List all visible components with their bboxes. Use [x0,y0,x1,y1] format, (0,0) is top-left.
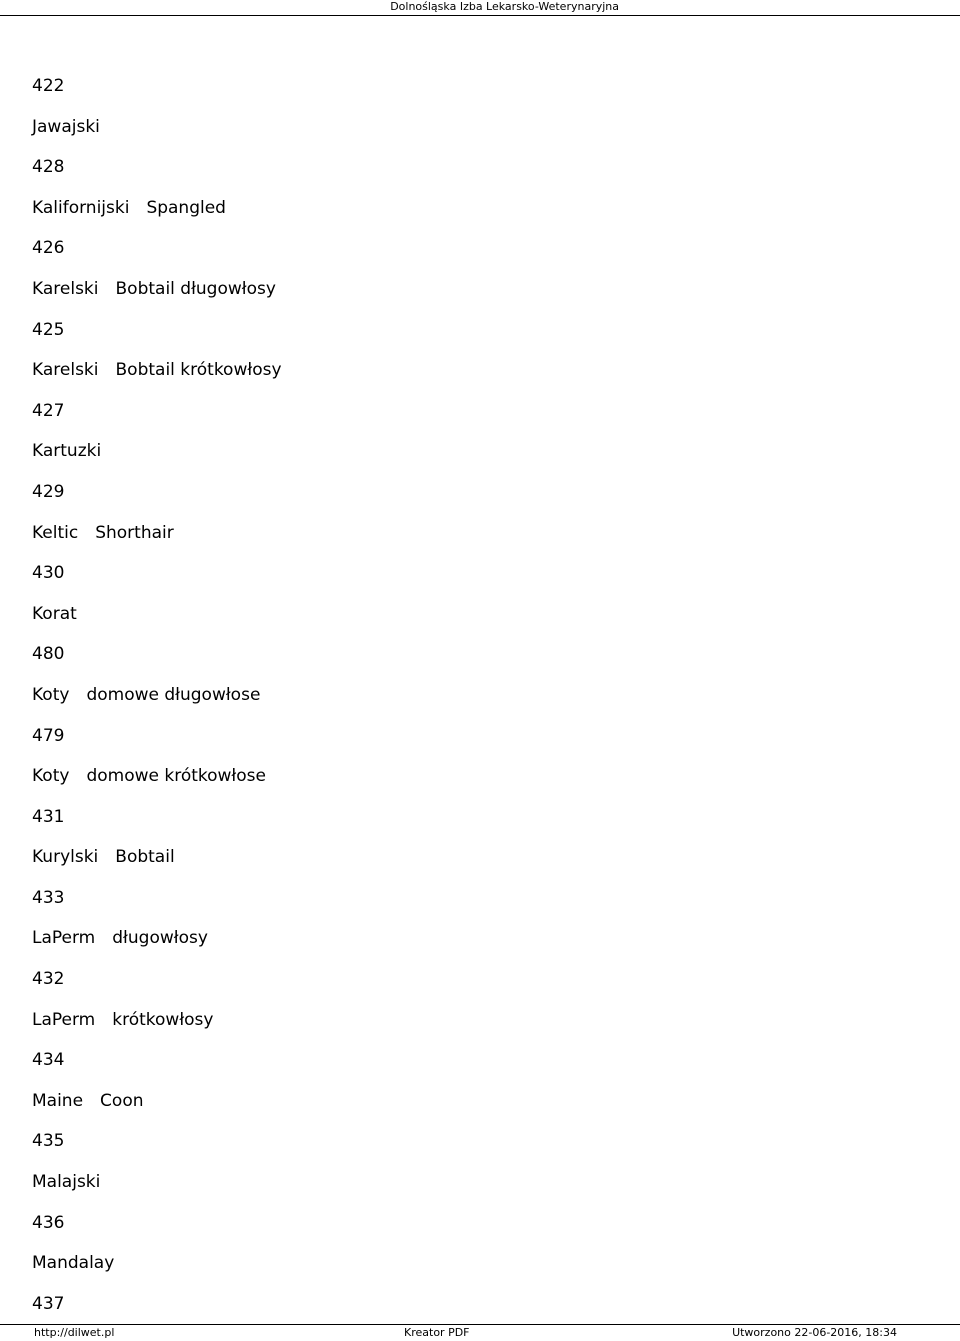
footer-url[interactable]: http://dilwet.pl [34,1326,115,1339]
breed-name [32,1243,932,1284]
breed-name-part: Koty [32,766,70,787]
breed-name [32,188,932,229]
breed-code: 425 [32,319,65,340]
breed-name-part: Malajski [32,1172,101,1193]
breed-name-part: LaPerm [32,1009,96,1030]
breed-name-part: długowłosy [112,928,208,949]
breed-name [32,269,932,310]
header-divider [0,15,960,16]
breed-name [32,1000,932,1041]
breed-code: 432 [32,969,65,990]
breed-name-part: Keltic [32,522,79,543]
breed-code: 480 [32,644,65,665]
breed-name-part: Kartuzki [32,441,102,462]
breed-name-part: Bobtail krótkowłosy [115,360,282,381]
breed-name-part: Kurylski [32,847,99,868]
breed-name [32,756,932,797]
breed-name-part: LaPerm [32,928,96,949]
breed-code: 437 [32,1293,65,1314]
breed-name [32,107,932,148]
breed-name [32,350,932,391]
breed-name-part: Korat [32,603,77,624]
breed-name [32,431,932,472]
breed-code: 435 [32,1131,65,1152]
breed-name [32,513,932,554]
breed-name-part: Spangled [146,197,226,218]
breed-code: 433 [32,887,65,908]
breed-code: 422 [32,76,65,96]
page-footer [0,1324,960,1341]
breed-name-part: domowe krótkowłose [86,766,266,787]
footer-created: Utworzono 22-06-2016, 18:34 [732,1326,897,1339]
footer-creator: Kreator PDF [404,1326,470,1339]
breed-name-part: Maine [32,1090,84,1111]
breed-code: 426 [32,238,65,259]
breed-name-part: Karelski [32,278,99,299]
breed-name [32,1081,932,1122]
breed-name-part: Jawajski [32,116,100,137]
breed-name-part: Kalifornijski [32,197,130,218]
breed-code: 427 [32,400,65,421]
breed-code: 434 [32,1050,65,1071]
breed-code: 436 [32,1212,65,1233]
breed-name-part: Bobtail [115,847,175,868]
breed-name [32,1162,932,1203]
breed-list [32,66,932,1324]
footer-divider [0,1324,960,1325]
breed-name-part: Coon [100,1090,144,1111]
breed-name [32,675,932,716]
breed-name-part: Karelski [32,360,99,381]
breed-name-part: Bobtail długowłosy [115,278,276,299]
breed-name-part: Shorthair [95,522,174,543]
breed-code: 428 [32,157,65,178]
breed-code: 479 [32,725,65,746]
breed-name-part: Mandalay [32,1253,115,1274]
breed-name-part: domowe długowłose [86,684,261,705]
breed-name [32,918,932,959]
breed-name-part: krótkowłosy [112,1009,214,1030]
page-header [0,0,960,13]
breed-name [32,837,932,878]
breed-code: 431 [32,806,65,827]
header-title: Dolnośląska Izba Lekarsko-Weterynaryjna [390,0,619,13]
breed-code: 429 [32,481,65,502]
breed-name-part: Koty [32,684,70,705]
breed-name [32,594,932,635]
breed-code: 430 [32,563,65,584]
